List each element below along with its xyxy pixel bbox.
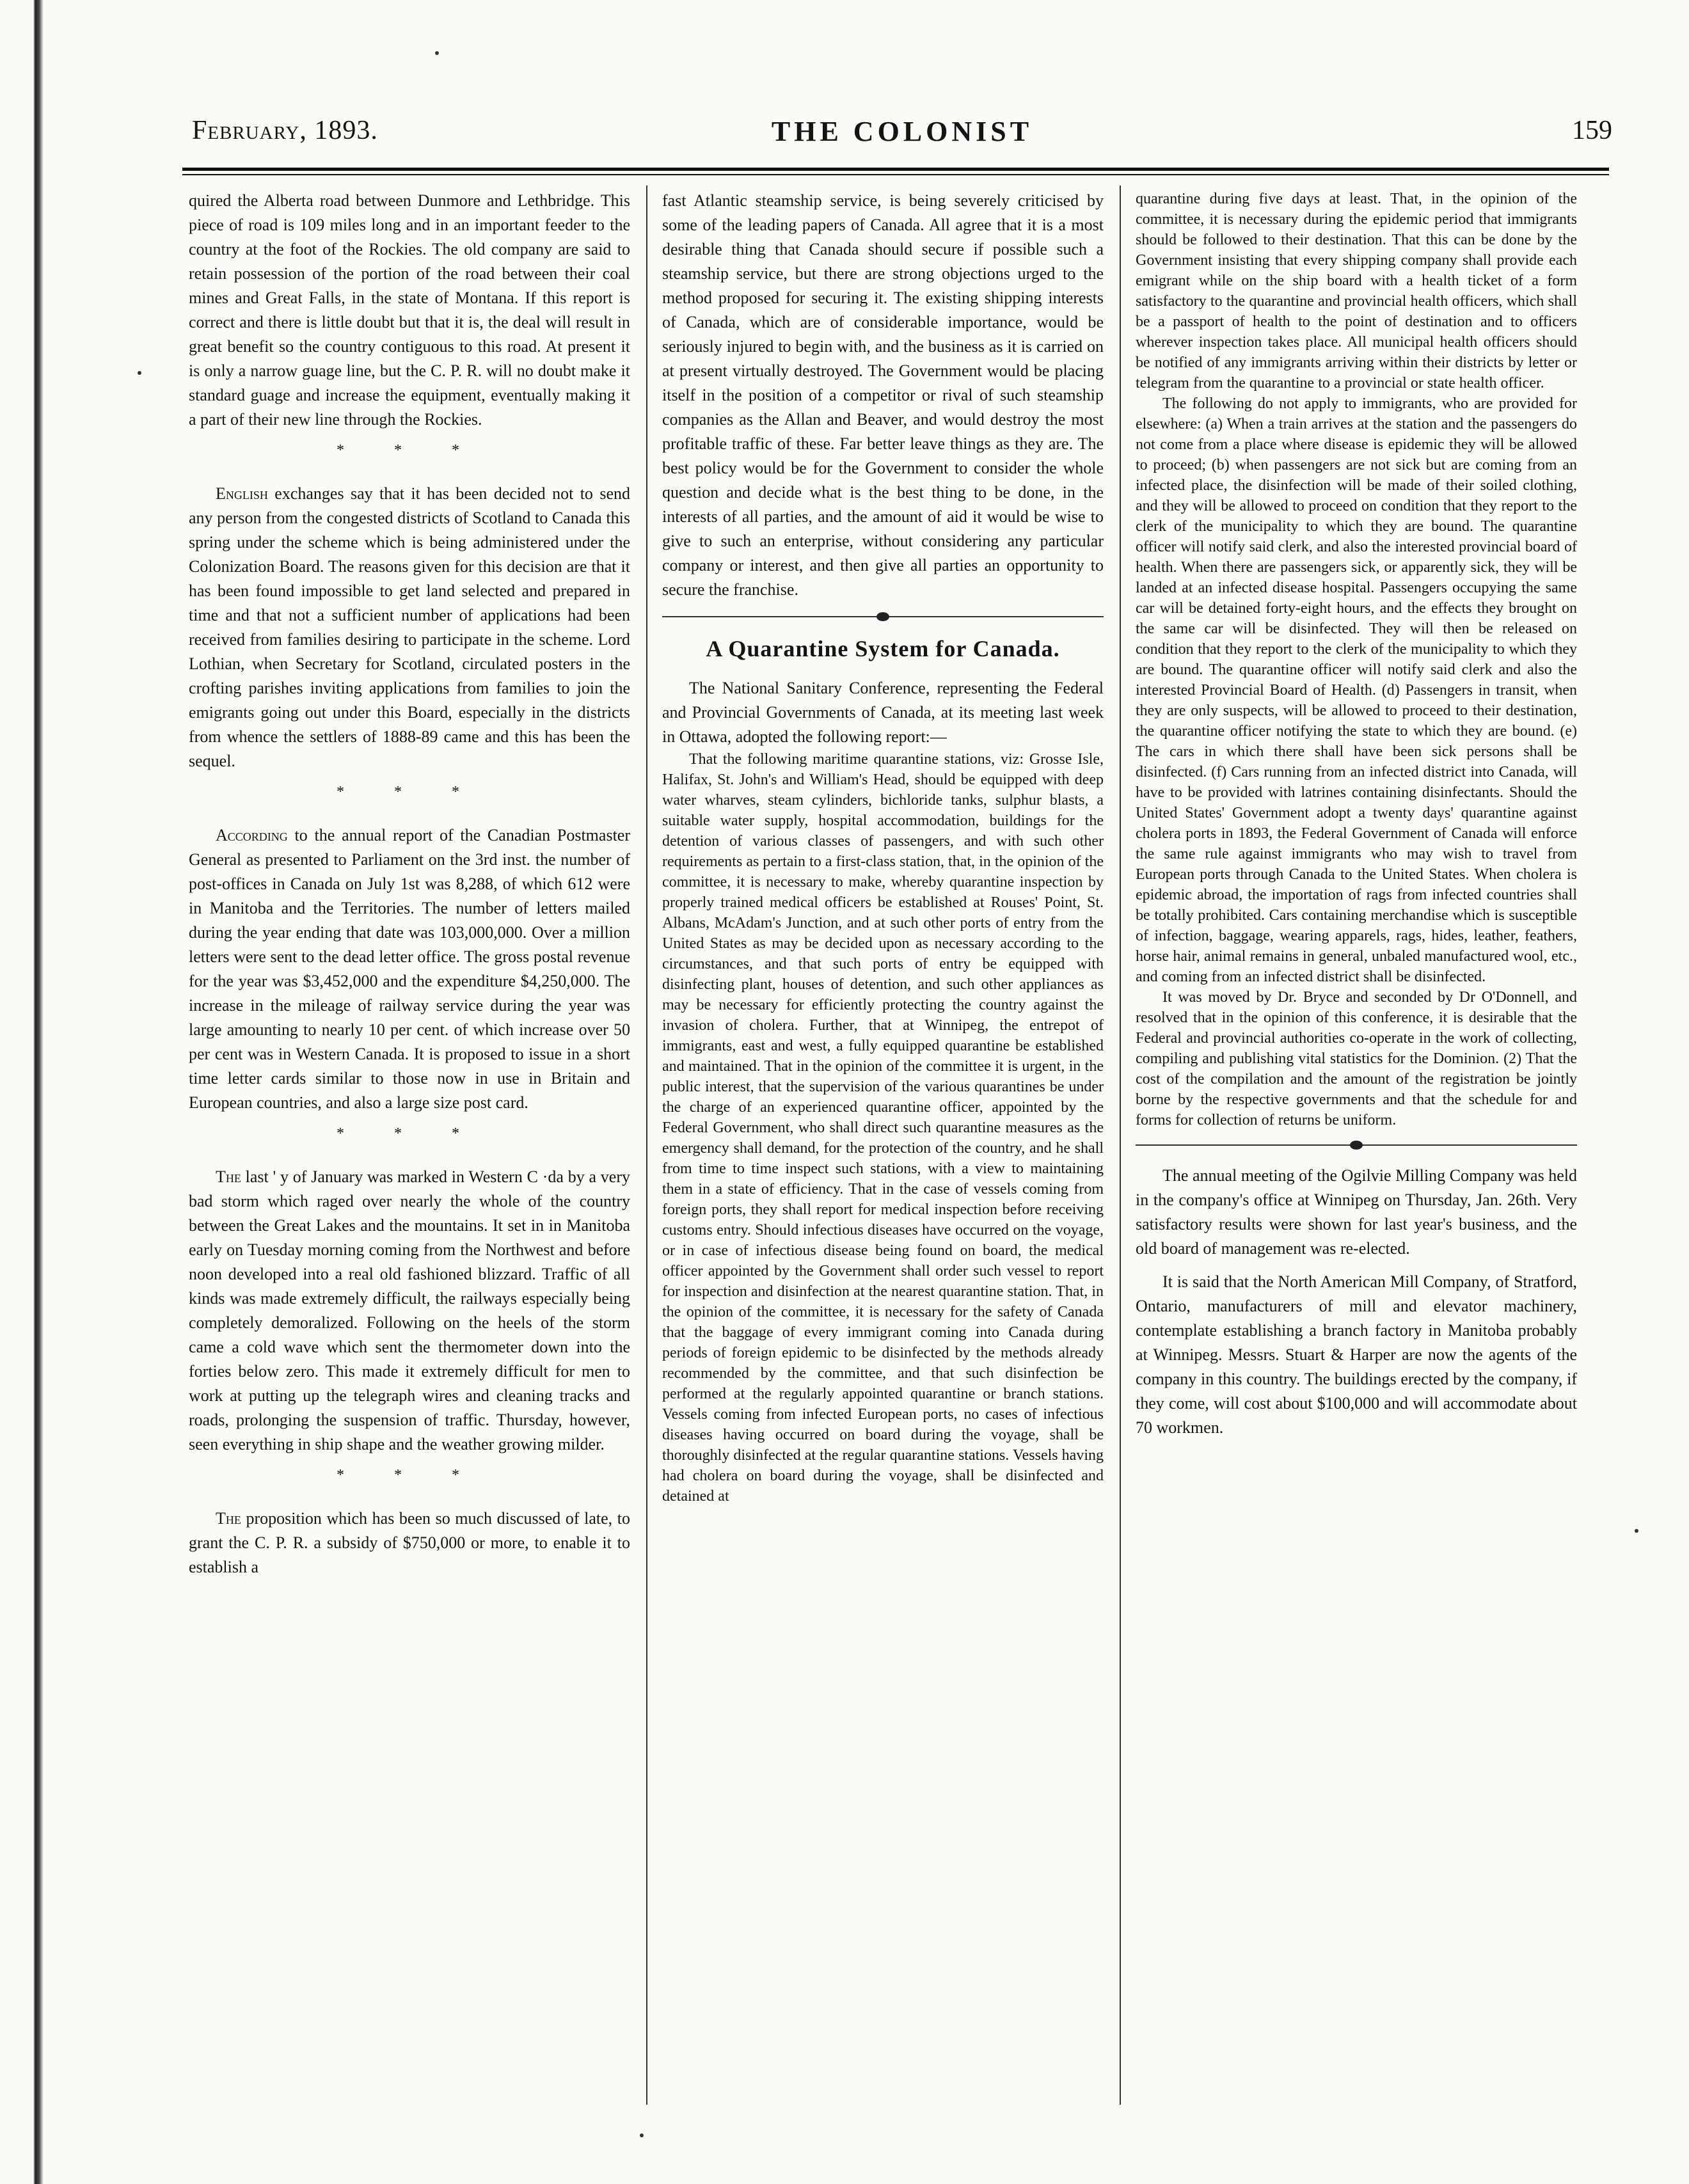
article-scotland-emigrants xyxy=(189,482,630,773)
scan-speck xyxy=(435,51,439,55)
issue-date: February, 1893. xyxy=(192,116,378,145)
quarantine-resolution: It was moved by Dr. Bryce and seconded by Dr O'Donnell, and resolved that in the opinion of this conference, it is desirable that the Federal and provincial authorities co-operate in the work of collecting, compiling and publishing vital statistics for the Dominion. (2) That the cost of the compilation and the amount of the registration be jointly borne by the respective governments and that the schedule for and forms for collection of returns be uniform. xyxy=(1136,989,1577,1128)
article-text: proposition which has been so much discussed of late, to grant the C. P. R. a subsidy of $750,000 or more, to enable it to establish a xyxy=(189,1509,630,1576)
article-western-storm xyxy=(189,1165,630,1457)
column-3 xyxy=(1136,189,1577,2101)
article-text: exchanges say that it has been decided not to send any person from the congested districts of Scotland to Canada this spring under the scheme which is being administered under the Colonization Board. The reasons given for this decision are that it has been found impossible to get land selected and prepared in time and that not a sufficient number of applications had been received from families desiring to participate in the scheme. Lord Lothian, when Secretary for Scotland, circulated posters in the crofting parishes inviting applications from families to join the emigrants going out under this Board, especially in the districts from whence the settlers of 1888-89 came and this has been the sequel. xyxy=(189,484,630,770)
publication-title: THE COLONIST xyxy=(771,116,1033,147)
section-separator-stars: * * * xyxy=(337,784,482,800)
article-ogilvie-milling: The annual meeting of the Ogilvie Milling Company was held in the company's office at Winnipeg on Thursday, Jan. 26th. Very satisfactory results were shown for last year's business, and the old board of management was re-elected. xyxy=(1136,1166,1577,1258)
divider-ornament xyxy=(876,612,889,621)
article-text: to the annual report of the Canadian Postmaster General as presented to Parliament on the 3rd inst. the number of post-offices in Canada on July 1st was 8,288, of which 612 were in Manitoba and the Territories. The number of letters mailed during the year ending that date was 103,000,000. Over a million letters were sent to the dead letter office. The gross postal revenue for the year was $3,452,000 and the expenditure $4,250,000. The increase in the mileage of railway service during the year was large amounting to nearly 10 per cent. of which increase over 50 per cent was in Western Canada. It is proposed to issue in a short time letter cards similar to those now in use in Britain and European countries, and also a large size post card. xyxy=(189,826,630,1112)
section-separator-stars: * * * xyxy=(337,1467,482,1484)
article-alberta-road: quired the Alberta road between Dunmore and Lethbridge. This piece of road is 109 miles long and in an important feeder to the country at the foot of the Rockies. The old company are said to retain possession of the portion of the road between their coal mines and Great Falls, in the state of Montana. If this report is correct and there is little doubt but that it is, the deal will result in great benefit so the country contiguous to this road. At present it is only a narrow guage line, but the C. P. R. will no doubt make it standard guage and increase the equipment, eventually making it a part of their new line through the Rockies. xyxy=(189,191,630,429)
lead-word: The xyxy=(216,1509,241,1528)
column-1 xyxy=(189,189,630,2101)
column-2 xyxy=(662,189,1104,2101)
header-rule-thin xyxy=(182,174,1609,175)
quarantine-report-body: That the following maritime quarantine stations, viz: Grosse Isle, Halifax, St. John's and William's Head, should be equipped with deep water wharves, steam cylinders, bichloride tanks, sulphur blasts, a suitable water supply, hospital accommodation, buildings for the detention of various classes of passengers, and with such other requirements as pertain to a first-class station, that, in the opinion of the committee, it is necessary to make, whereby quarantine inspection by properly trained medical officers be established at Rouses' Point, St. Albans, McAdam's Junction, and at such other ports of entry from the United States as may be decided upon as necessary according to the circumstances, and that such ports of entry be equipped with disinfecting plant, houses of detention, and such other appliances as may be necessary for efficiently protecting the country against the invasion of cholera. Further, that at Winnipeg, the entrepot of immigrants, east and west, a fully equipped quarantine be established and maintained. That in the opinion of the committee it is urgent, in the public interest, that the supervision of the various quarantines be under the charge of an experienced quarantine officer, appointed by the Federal Government, who shall direct such quarantine measures as the emergency shall demand, for the protection of the country, and he shall from time to time inspect such stations, with a view to maintaining them in a state of efficiency. That in the case of vessels coming from foreign ports, they shall report for medical inspection before receiving customs entry. Should infectious diseases have occurred on the voyage, or in case of infectious disease being found on board, the medical officer appointed by the Government shall order such vessel to report for inspection and disinfection at the nearest quarantine station. That, in the opinion of the committee, it is necessary for the safety of Canada that the baggage of every immigrant coming into Canada during periods of foreign epidemic to be disinfected by the methods already recommended by the committee, and that such disinfection be performed at the regularly appointed quarantine or branch stations. Vessels coming from infected European ports, no cases of infectious diseases having occurred on board during the voyage, shall be thoroughly disinfected at the regular quarantine stations. Vessels having had cholera on board during the voyage, shall be disinfected and detained at xyxy=(662,751,1104,1505)
lead-word: English xyxy=(216,484,268,503)
page-header xyxy=(192,115,1612,160)
section-separator-stars: * * * xyxy=(337,442,482,459)
article-headline: A Quarantine System for Canada. xyxy=(706,636,1060,661)
article-atlantic-steamship: fast Atlantic steamship service, is being severely criticised by some of the leading papers of Canada. All agree that it is a most desirable thing that Canada should secure if possible such a steamship service, but there are strong objections urged to the method proposed for securing it. The existing shipping interests of Canada, which are of considerable importance, would be seriously injured to begin with, and the business as it is carried on at present virtually destroyed. The Government would be placing itself in the position of a competitor or rival of such steamship companies as the Allan and Beaver, and would destroy the most profitable traffic of these. Far better leave things as they are. The best policy would be for the Government to consider the whole question and decide what is the best thing to be done, in the interests of all parties, and the amount of aid it would be wise to give to such an enterprise, without considering any particular company or interest, and then give all parties an opportunity to secure the franchise. xyxy=(662,191,1104,599)
lead-word: According xyxy=(216,826,288,844)
header-rule-thick xyxy=(182,168,1609,171)
column-divider-1 xyxy=(646,186,647,2105)
article-north-american-mill: It is said that the North American Mill Company, of Stratford, Ontario, manufacturers of mill and elevator machinery, contemplate establishing a branch factory in Manitoba probably at Winnipeg. Messrs. Stuart & Harper are now the agents of the company in this country. The buildings erected by the company, if they come, will cost about $100,000 and will accommodate about 70 workmen. xyxy=(1136,1272,1577,1437)
article-divider xyxy=(1136,1138,1577,1152)
quarantine-intro: The National Sanitary Conference, representing the Federal and Provincial Governments of Canada, at its meeting last week in Ottawa, adopted the following report:— xyxy=(662,679,1104,746)
section-separator-stars: * * * xyxy=(337,1125,482,1142)
article-text: last ' y of January was marked in Western C ·da by a very bad storm which raged over nearly the whole of the country between the Great Lakes and the mountains. It set in in Manitoba early on Tuesday morning coming from the Northwest and before noon developed into a real old fashioned blizzard. Traffic of all kinds was made extremely difficult, the railways especially being completely demoralized. Following on the heels of the storm came a cold wave which sent the thermometer down into the forties below zero. This made it extremely difficult for men to work at putting up the telegraph wires and cleaning tracks and roads, prolonging the suspension of traffic. Thursday, however, seen everything in ship shape and the weather growing milder. xyxy=(189,1167,630,1453)
quarantine-exceptions: The following do not apply to immigrants, who are provided for elsewhere: (a) When a train arrives at the station and the passengers do not come from a place where disease is epidemic they will be allowed to proceed; (b) when passengers are not sick but are coming from an infected place, the disinfection will be made of their soiled clothing, and they will be allowed to proceed on condition that they report to the clerk of the municipality to which they are bound. The quarantine officer will notify said clerk, and also the interested provincial board of health. When there are passengers sick, or apparently sick, they will be landed at an infected disease hospital. Passengers occupying the same car will be detained forty-eight hours, and the effects they brought on the same car will be disinfected. They will then be released on condition that they report to the clerk of the municipality to which they are bound. The quarantine officer will notify said clerk and also the interested Provincial Board of Health. (d) Passengers in transit, when they are only suspects, will be allowed to proceed to their destination, the quarantine officer notifying the state to which they are bound. (e) The cars in which there shall have been sick persons shall be disinfected. (f) Cars running from an infected district into Canada, will have to be provided with latrines containing disinfectants. Should the United States' Government adopt a twenty days' quarantine against cholera ports in 1893, the Federal Government of Canada will enforce the same rule against immigrants who may wish to travel from European ports through Canada to the United States. When cholera is epidemic abroad, the importation of rags from infected countries shall be totally prohibited. Cars containing merchandise which is susceptible of infection, baggage, wearing apparels, rags, hides, leather, feathers, horse hair, animal remains in general, unbaled manufactured wool, etc., and coming from an infected district shall be disinfected. xyxy=(1136,395,1577,985)
column-divider-2 xyxy=(1120,186,1121,2105)
article-divider xyxy=(662,610,1104,624)
article-cpr-subsidy xyxy=(189,1507,630,1579)
quarantine-report-continued: quarantine during five days at least. That, in the opinion of the committee, it is necessary during the epidemic period that immigrants should be followed to their destination. That this can be done by the Government insisting that every shipping company shall provide each emigrant while on the ship board with a health ticket of a form satisfactory to the quarantine and provincial health officers, which shall be a passport of health to the point of destination and to officers wherever inspection takes place. All municipal health officers should be notified of any immigrants arriving within their districts by letter or telegram from the quarantine to a provincial or state health officer. xyxy=(1136,191,1577,392)
page-number: 159 xyxy=(1572,116,1612,145)
scan-speck xyxy=(640,2133,644,2137)
divider-ornament xyxy=(1350,1141,1363,1150)
binding-margin-rule xyxy=(33,0,44,2184)
lead-word: The xyxy=(216,1167,241,1186)
scan-speck xyxy=(1635,1529,1638,1533)
article-postmaster-report xyxy=(189,823,630,1115)
scan-speck xyxy=(138,371,141,375)
